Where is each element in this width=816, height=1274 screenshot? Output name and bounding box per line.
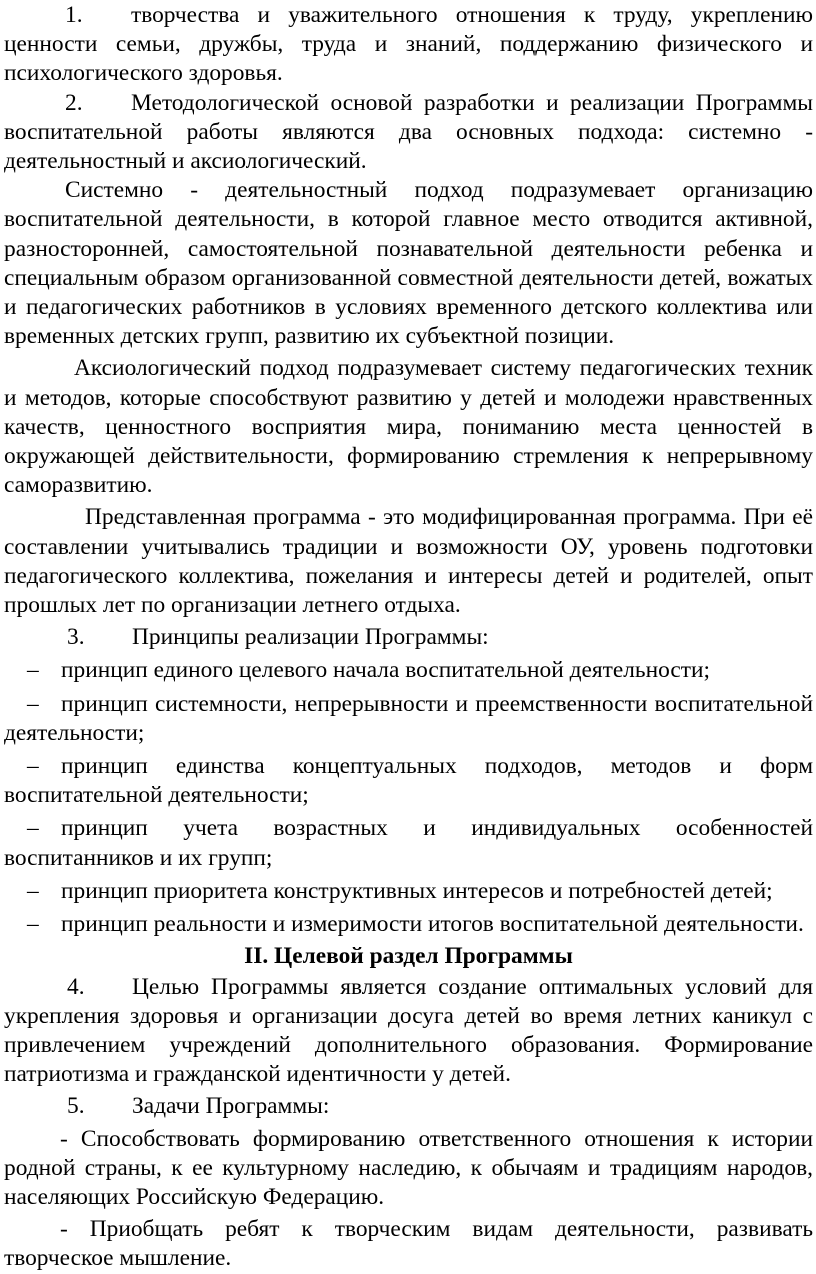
paragraph-2 [4,89,813,177]
paragraph-4-number: 4. [67,973,85,1000]
paragraph-5-text: Задачи Программы: [132,1093,330,1120]
section-heading: II. Целевой раздел Программы [244,943,573,970]
list-dash: – [27,877,39,904]
list-item-text: принцип приоритета конструктивных интересов и потребностей детей; [61,877,773,904]
list-item-text: принцип единого целевого начала воспитательной деятельности; [61,657,710,684]
list-item-text: принцип единства концептуальных подходов, методов и форм воспитательной деятельности; [4,753,813,809]
list-item-text: принцип учета возрастных и индивидуальных особенностей воспитанников и их групп; [4,815,813,871]
paragraph-program-description: Представленная программа - это модифицированная программа. При её составлении учитывались традиции и возможности ОУ, уровень подготовки педагогического коллектива, пожелания и интересы детей и родителей, опыт прошлых лет по организации летнего отдыха. [4,504,813,619]
paragraph-5-number: 5. [67,1093,85,1120]
paragraph-2-text: Методологической основой разработки и реализации Программы воспитательной работы являются два основных подхода: системно - деятельностный и аксиологический. [4,89,813,175]
task-item: - Способствовать формированию ответственного отношения к истории родной страны, к ее культурному наследию, к обычаям и традициям народов, населяющих Российскую Федерацию. [4,1125,813,1210]
list-item-text: принцип системности, непрерывности и преемственности воспитательной деятельности; [4,690,813,746]
list-item [4,752,813,810]
list-item [4,877,813,906]
list-item [4,690,813,748]
paragraph-3 [4,623,813,652]
paragraph-3-text: Принципы реализации Программы: [132,624,489,651]
paragraph-axiological-approach: Аксиологический подход подразумевает систему педагогических техник и методов, которые способствуют развитию у детей и молодежи нравственных качеств, ценностного восприятия мира, пониманию места ценностей в окружающей действительности, формированию стремления к непрерывному саморазвитию. [4,355,813,499]
list-dash: – [27,815,39,842]
paragraph-3-number: 3. [67,624,85,651]
list-item-text: принцип реальности и измеримости итогов воспитательной деятельности. [61,911,804,938]
principles-list [4,656,813,939]
paragraph-1-text: творчества и уважительного отношения к труду, укреплению ценности семьи, дружбы, труда и знаний, поддержанию физического и психологического здоровья. [4,2,813,87]
list-dash: – [27,657,39,684]
list-dash: – [27,911,39,938]
list-dash: – [27,690,39,717]
paragraph-1-number: 1. [65,2,83,28]
paragraph-4-text: Целью Программы является создание оптимальных условий для укрепления здоровья и организации досуга детей во время летних каникул с привлечением учреждений дополнительного образования. Формирование патриотизма и гражданской идентичности у детей. [4,973,813,1088]
task-item: - Приобщать ребят к творческим видам деятельности, развивать творческое мышление. [4,1216,813,1272]
list-item [4,656,813,685]
list-dash: – [27,753,39,780]
paragraph-systemic-approach: Системно - деятельностный подход подразумевает организацию воспитательной деятельности, в которой главное место отводится активной, разносторонней, самостоятельной познавательной деятельности ребенка и специальным образом организованной совместной деятельности детей, вожатых и педагогических работников в условиях временного детского коллектива или временных детских групп, развитию их субъектной позиции. [4,177,813,350]
paragraph-1 [4,1,813,89]
paragraph-2-number: 2. [65,89,83,116]
paragraph-5 [4,1092,813,1121]
list-item [4,910,813,939]
paragraph-4 [4,973,813,1090]
list-item [4,814,813,872]
